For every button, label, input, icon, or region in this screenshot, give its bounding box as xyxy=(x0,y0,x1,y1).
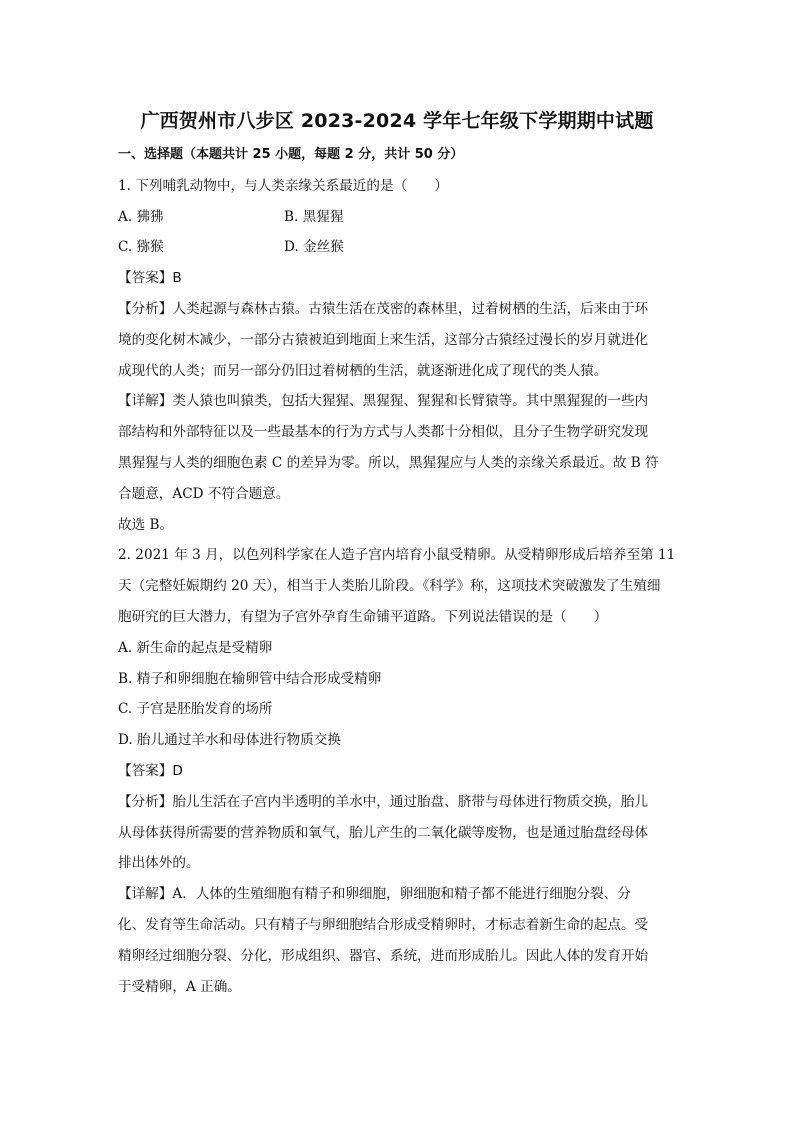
question-1-option-c: C. 猕猴 xyxy=(118,239,164,256)
question-1-options-row-1 xyxy=(118,202,678,233)
question-2-option-a: A. 新生命的起点是受精卵 xyxy=(118,639,273,656)
question-1-analysis xyxy=(118,294,678,386)
detail-line: 【详解】类人猿也叫猿类，包括大猩猩、黑猩猩、猩猩和长臂猿等。其中黑猩猩的一些内 xyxy=(118,393,649,410)
question-1-option-a: A. 狒狒 xyxy=(118,208,164,225)
question-2 xyxy=(118,540,678,1002)
question-1-answer: 【答案】B xyxy=(118,270,182,287)
detail-line: 黑猩猩与人类的细胞色素 C 的差异为零。所以，黑猩猩应与人类的亲缘关系最近。故 B 符 xyxy=(118,454,659,471)
question-2-stem-line: 胞研究的巨大潜力，有望为子宫外孕育生命铺平道路。下列说法错误的是（ ） xyxy=(118,608,608,625)
question-2-option-c: C. 子宫是胚胎发育的场所 xyxy=(118,701,273,718)
analysis-line: 境的变化树木减少，一部分古猿被迫到地面上来生活，这部分古猿经过漫长的岁月就进化 xyxy=(118,331,649,348)
page-title: 广西贺州市八步区 2023-2024 学年七年级下学期期中试题 xyxy=(140,110,654,132)
question-1-detail xyxy=(118,386,678,509)
section-heading: 一、选择题（本题共计 25 小题，每题 2 分，共计 50 分） xyxy=(118,147,464,162)
analysis-line: 从母体获得所需要的营养物质和氧气，胎儿产生的二氧化碳等废物，也是通过胎盘经母体 xyxy=(118,824,649,841)
detail-line: 部结构和外部特征以及一些最基本的行为方式与人类都十分相似，且分子生物学研究发现 xyxy=(118,424,649,441)
question-2-detail xyxy=(118,879,678,1002)
question-1-option-b: B. 黑猩猩 xyxy=(284,208,344,225)
question-2-stem-line: 天（完整妊娠期约 20 天），相当于人类胎儿阶段。《科学》称，这项技术突破激发了生殖细 xyxy=(118,578,661,595)
detail-line: 化、发育等生命活动。只有精子与卵细胞结合形成受精卵时，才标志着新生命的起点。受 xyxy=(118,916,649,933)
detail-line: 【详解】A．人体的生殖细胞有精子和卵细胞，卵细胞和精子都不能进行细胞分裂、分 xyxy=(118,886,631,903)
question-1-stem: 1. 下列哺乳动物中，与人类亲缘关系最近的是（ ） xyxy=(118,177,448,194)
question-2-answer: 【答案】D xyxy=(118,762,183,779)
question-2-analysis xyxy=(118,787,678,879)
detail-line: 于受精卵，A 正确。 xyxy=(118,978,241,995)
question-1 xyxy=(118,171,678,541)
question-1-option-d: D. 金丝猴 xyxy=(284,239,344,256)
question-1-options-row-2 xyxy=(118,232,678,263)
analysis-line: 【分析】胎儿生活在子宫内半透明的羊水中，通过胎盘、脐带与母体进行物质交换，胎儿 xyxy=(118,793,649,810)
question-1-conclusion: 故选 B。 xyxy=(118,516,174,533)
question-2-option-d: D. 胎儿通过羊水和母体进行物质交换 xyxy=(118,732,341,749)
detail-line: 合题意，ACD 不符合题意。 xyxy=(118,485,290,502)
analysis-line: 【分析】人类起源与森林古猿。古猿生活在茂密的森林里，过着树栖的生活，后来由于环 xyxy=(118,300,649,317)
question-2-stem-line: 2. 2021 年 3 月，以色列科学家在人造子宫内培育小鼠受精卵。从受精卵形成后培养至第 11 xyxy=(118,547,676,564)
analysis-line: 排出体外的。 xyxy=(118,855,200,872)
page-content xyxy=(118,140,678,1002)
detail-line: 精卵经过细胞分裂、分化，形成组织、器官、系统，进而形成胎儿。因此人体的发育开始 xyxy=(118,947,649,964)
question-2-option-b: B. 精子和卵细胞在输卵管中结合形成受精卵 xyxy=(118,670,382,687)
analysis-line: 成现代的人类；而另一部分仍旧过着树栖的生活，就逐渐进化成了现代的类人猿。 xyxy=(118,362,608,379)
